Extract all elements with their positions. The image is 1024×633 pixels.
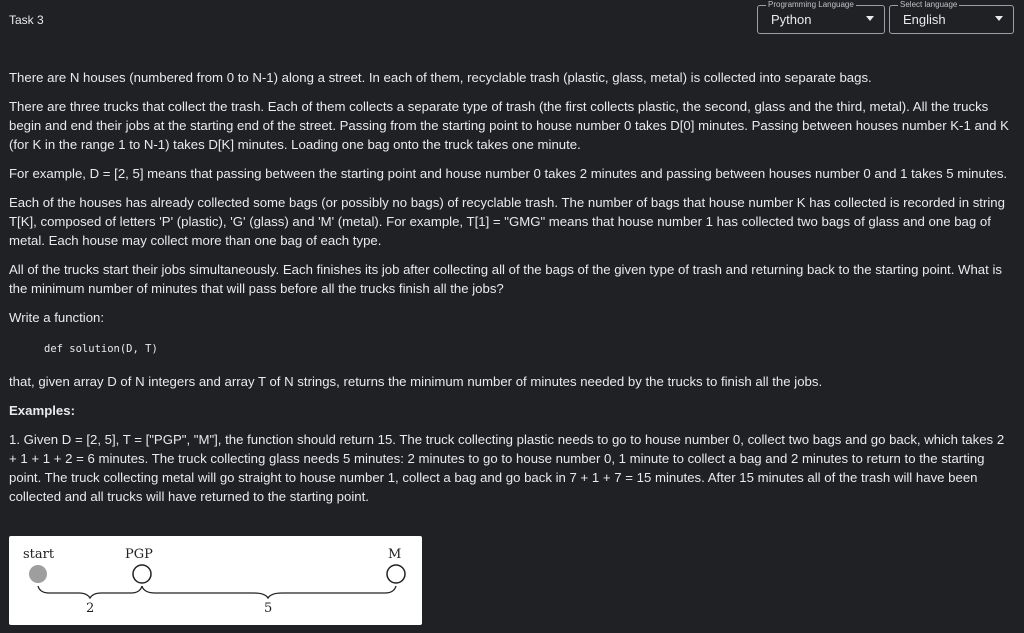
paragraph-bags: Each of the houses has already collected some bags (or possibly no bags) of recyclable trash. The number of bags that house number K has collected is recorded in string T[K], composed of letters 'P' (plastic), 'G' (glass) and 'M' (metal). For example, T[1] = "GMG" means that house number 1 has collected two bags of glass and one bag of metal. Each house may collect more than one bag of each type. (9, 195, 1005, 248)
house1-node (387, 565, 405, 583)
programming-language-legend: Programming Language (768, 0, 854, 9)
spoken-language-value: English (903, 12, 946, 27)
chevron-down-icon (995, 16, 1003, 21)
paragraph-question: All of the trucks start their jobs simultaneously. Each finishes its job after collecting all of the bags of the given type of trash and returning back to the starting point. What is the minimum number of minutes that will pass before all the trucks finish all the jobs? (9, 262, 1002, 296)
street-diagram-svg (9, 536, 422, 625)
spoken-language-legend: Select language (900, 0, 958, 9)
example-diagram (9, 536, 422, 625)
paragraph-example-d: For example, D = [2, 5] means that passing between the starting point and house number 0 takes 2 minutes and passing between houses number 0 and 1 takes 5 minutes. (9, 166, 1008, 181)
spoken-language-select[interactable] (889, 0, 1014, 34)
distance-0-label: 2 (86, 601, 95, 616)
paragraph-write-function: Write a function: (9, 310, 105, 325)
top-bar (0, 0, 1024, 40)
example-1: 1. Given D = [2, 5], T = ["PGP", "M"], the function should return 15. The truck collecting plastic needs to go to house number 0, collect two bags and go back, which takes 2 + 1 + 1 + 2 = 6 minutes. The truck collecting glass needs 5 minutes: 2 minutes to go to house number 0, 1 minute to collect a bag and 2 minutes to return to the starting point. The truck collecting metal will go straight to house number 1, collect a bag and go back in 7 + 1 + 7 = 15 minutes. After 15 minutes all of the trash will have been collected and all trucks will have returned to the starting point. (9, 432, 1005, 504)
examples-heading: Examples: (9, 403, 75, 418)
distance-1-label: 5 (264, 601, 273, 616)
house0-label: PGP (125, 547, 153, 562)
brace-distance-0 (38, 586, 142, 598)
programming-language-value: Python (771, 12, 812, 27)
function-signature: def solution(D, T) (44, 343, 158, 355)
paragraph-intro: There are N houses (numbered from 0 to N-1) along a street. In each of them, recyclable trash (plastic, glass, metal) is collected into separate bags. (9, 70, 872, 85)
chevron-down-icon (866, 16, 874, 21)
paragraph-trucks: There are three trucks that collect the trash. Each of them collects a separate type of trash (the first collects plastic, the second, glass and the third, metal). All the trucks begin and end their jobs at the starting end of the street. Passing from the starting point to house number 0 takes D[0] minutes. Passing between houses number K-1 and K (for K in the range 1 to N-1) takes D[K] minutes. Loading one bag onto the truck takes one minute. (9, 99, 1009, 152)
brace-distance-1 (142, 586, 396, 598)
programming-language-select[interactable] (757, 0, 885, 34)
paragraph-returns: that, given array D of N integers and array T of N strings, returns the minimum number of minutes needed by the trucks to finish all the jobs. (9, 374, 823, 389)
problem-statement (9, 68, 1015, 516)
task-title: Task 3 (9, 13, 44, 27)
house0-node (133, 565, 151, 583)
start-label: start (23, 547, 55, 562)
start-point (29, 565, 47, 583)
house1-label: M (388, 547, 402, 562)
